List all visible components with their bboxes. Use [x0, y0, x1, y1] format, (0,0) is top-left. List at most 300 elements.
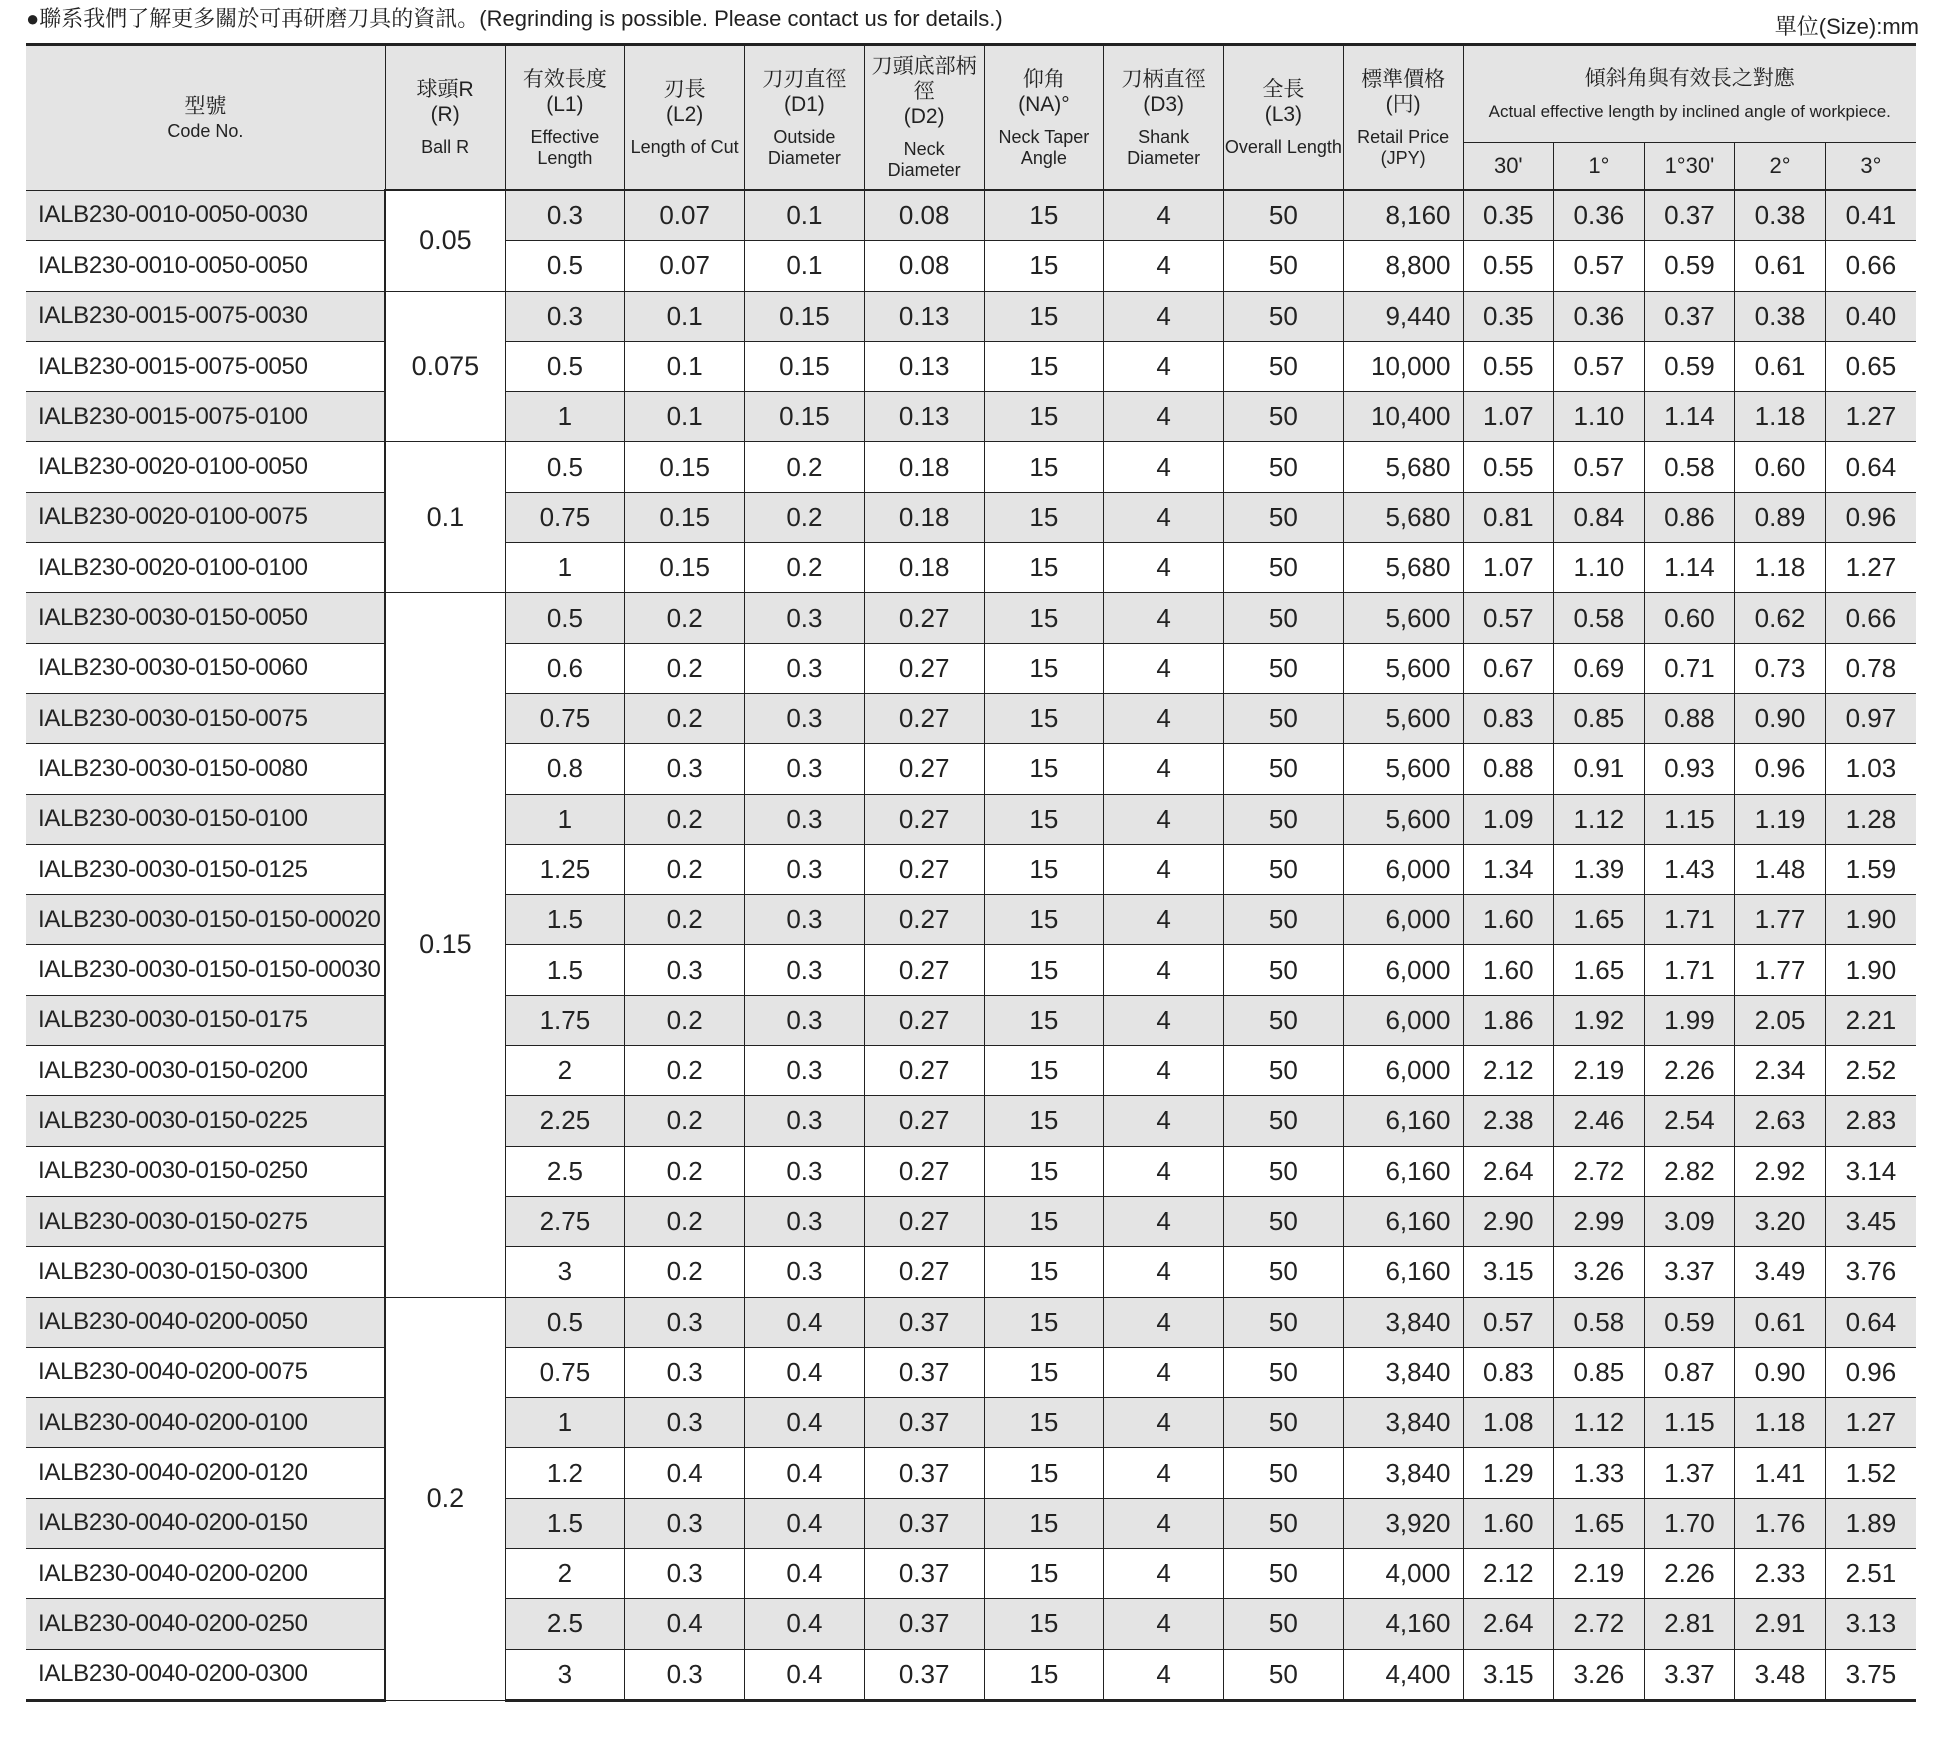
- cell-d3: 4: [1104, 190, 1224, 241]
- header-d2-zh: 刀頭底部柄徑: [871, 55, 977, 103]
- cell-angle-2deg: 0.89: [1735, 492, 1826, 542]
- cell-angle-1deg30min: 0.86: [1644, 492, 1735, 542]
- cell-d1: 0.2: [745, 543, 865, 593]
- regrinding-note: ●聯系我們了解更多關於可再研磨刀具的資訊。(Regrinding is possible. Please contact us for details.): [26, 6, 1003, 31]
- cell-code: IALB230-0030-0150-0150-00030: [26, 945, 385, 995]
- cell-angle-30min: 0.55: [1463, 442, 1554, 492]
- cell-d3: 4: [1104, 543, 1224, 593]
- cell-price: 6,160: [1343, 1196, 1463, 1246]
- header-ball-r: [385, 45, 505, 191]
- cell-angle-3deg: 2.83: [1825, 1096, 1916, 1146]
- cell-l2: 0.3: [625, 744, 745, 794]
- header-na-zh: 仰角: [1022, 67, 1065, 91]
- header-d1-sym: (D1): [783, 92, 825, 116]
- cell-angle-2deg: 0.60: [1735, 442, 1826, 492]
- table-row: [26, 1046, 1916, 1096]
- cell-d1: 0.15: [745, 341, 865, 391]
- cell-d2: 0.18: [864, 492, 984, 542]
- cell-d3: 4: [1104, 945, 1224, 995]
- cell-angle-30min: 0.35: [1463, 190, 1554, 241]
- cell-angle-3deg: 0.66: [1825, 593, 1916, 643]
- cell-d3: 4: [1104, 1146, 1224, 1196]
- cell-na: 15: [984, 392, 1104, 442]
- header-d2: [864, 45, 984, 191]
- cell-angle-1deg30min: 1.71: [1644, 895, 1735, 945]
- cell-angle-2deg: 1.76: [1735, 1498, 1826, 1548]
- cell-angle-3deg: 3.75: [1825, 1649, 1916, 1700]
- cell-l1: 1.5: [505, 945, 625, 995]
- cell-l3: 50: [1224, 1549, 1344, 1599]
- cell-angle-30min: 0.83: [1463, 1347, 1554, 1397]
- cell-ball-r: 0.15: [385, 593, 505, 1297]
- cell-d2: 0.27: [864, 1196, 984, 1246]
- cell-angle-2deg: 1.19: [1735, 794, 1826, 844]
- cell-angle-1deg: 0.57: [1554, 442, 1645, 492]
- table-row: [26, 291, 1916, 341]
- cell-na: 15: [984, 1549, 1104, 1599]
- cell-angle-2deg: 0.61: [1735, 241, 1826, 291]
- cell-angle-1deg: 0.91: [1554, 744, 1645, 794]
- cell-na: 15: [984, 241, 1104, 291]
- cell-d3: 4: [1104, 593, 1224, 643]
- cell-d2: 0.37: [864, 1649, 984, 1700]
- cell-price: 5,600: [1343, 744, 1463, 794]
- cell-angle-1deg: 0.58: [1554, 1297, 1645, 1347]
- cell-l2: 0.2: [625, 895, 745, 945]
- cell-price: 6,160: [1343, 1247, 1463, 1297]
- cell-na: 15: [984, 1448, 1104, 1498]
- cell-angle-1deg30min: 3.09: [1644, 1196, 1735, 1246]
- cell-angle-2deg: 1.77: [1735, 895, 1826, 945]
- cell-d2: 0.08: [864, 241, 984, 291]
- cell-d2: 0.27: [864, 693, 984, 743]
- table-row: [26, 1146, 1916, 1196]
- table-row: [26, 1247, 1916, 1297]
- cell-angle-1deg: 1.39: [1554, 844, 1645, 894]
- cell-l2: 0.3: [625, 1498, 745, 1548]
- header-na-sym: (NA)°: [1018, 92, 1070, 116]
- cell-d1: 0.1: [745, 190, 865, 241]
- cell-angle-3deg: 0.64: [1825, 442, 1916, 492]
- cell-angle-2deg: 3.49: [1735, 1247, 1826, 1297]
- cell-l2: 0.3: [625, 1297, 745, 1347]
- cell-l2: 0.3: [625, 945, 745, 995]
- cell-angle-2deg: 2.63: [1735, 1096, 1826, 1146]
- cell-code: IALB230-0040-0200-0200: [26, 1549, 385, 1599]
- cell-angle-3deg: 3.76: [1825, 1247, 1916, 1297]
- cell-d2: 0.27: [864, 1247, 984, 1297]
- cell-d1: 0.3: [745, 593, 865, 643]
- table-row: [26, 995, 1916, 1045]
- cell-d1: 0.3: [745, 643, 865, 693]
- cell-code: IALB230-0015-0075-0100: [26, 392, 385, 442]
- cell-na: 15: [984, 1196, 1104, 1246]
- cell-d1: 0.3: [745, 693, 865, 743]
- cell-l1: 0.5: [505, 593, 625, 643]
- cell-l2: 0.4: [625, 1448, 745, 1498]
- cell-angle-1deg30min: 0.93: [1644, 744, 1735, 794]
- cell-angle-30min: 3.15: [1463, 1247, 1554, 1297]
- cell-na: 15: [984, 693, 1104, 743]
- cell-na: 15: [984, 442, 1104, 492]
- cell-na: 15: [984, 1649, 1104, 1700]
- cell-angle-30min: 3.15: [1463, 1649, 1554, 1700]
- header-l1-zh: 有效長度: [522, 67, 607, 91]
- cell-angle-3deg: 1.27: [1825, 392, 1916, 442]
- cell-angle-2deg: 2.33: [1735, 1549, 1826, 1599]
- cell-angle-3deg: 2.21: [1825, 995, 1916, 1045]
- cell-d2: 0.27: [864, 945, 984, 995]
- cell-ball-r: 0.05: [385, 190, 505, 291]
- cell-d1: 0.4: [745, 1549, 865, 1599]
- cell-l3: 50: [1224, 744, 1344, 794]
- cell-l3: 50: [1224, 945, 1344, 995]
- cell-na: 15: [984, 341, 1104, 391]
- cell-d1: 0.3: [745, 1046, 865, 1096]
- cell-price: 3,840: [1343, 1398, 1463, 1448]
- cell-ball-r: 0.2: [385, 1297, 505, 1700]
- cell-d2: 0.37: [864, 1549, 984, 1599]
- cell-angle-3deg: 0.96: [1825, 1347, 1916, 1397]
- cell-angle-1deg30min: 1.71: [1644, 945, 1735, 995]
- cell-l2: 0.2: [625, 1196, 745, 1246]
- cell-d2: 0.27: [864, 995, 984, 1045]
- cell-d3: 4: [1104, 1649, 1224, 1700]
- cell-d2: 0.18: [864, 543, 984, 593]
- cell-na: 15: [984, 794, 1104, 844]
- cell-d2: 0.27: [864, 844, 984, 894]
- cell-l3: 50: [1224, 1498, 1344, 1548]
- cell-angle-1deg30min: 0.59: [1644, 341, 1735, 391]
- header-l2-sym: (L2): [665, 103, 704, 126]
- cell-angle-3deg: 0.41: [1825, 190, 1916, 241]
- cell-na: 15: [984, 995, 1104, 1045]
- cell-l2: 0.1: [625, 392, 745, 442]
- cell-angle-30min: 1.86: [1463, 995, 1554, 1045]
- cell-price: 5,680: [1343, 492, 1463, 542]
- cell-angle-1deg: 0.36: [1554, 291, 1645, 341]
- cell-angle-1deg: 1.10: [1554, 543, 1645, 593]
- cell-code: IALB230-0030-0150-0275: [26, 1196, 385, 1246]
- cell-na: 15: [984, 1599, 1104, 1649]
- spec-table: [26, 43, 1916, 1702]
- cell-code: IALB230-0030-0150-0200: [26, 1046, 385, 1096]
- cell-d1: 0.3: [745, 1247, 865, 1297]
- cell-l2: 0.3: [625, 1549, 745, 1599]
- cell-price: 5,680: [1343, 442, 1463, 492]
- cell-angle-2deg: 3.48: [1735, 1649, 1826, 1700]
- cell-l3: 50: [1224, 1649, 1344, 1700]
- table-row: [26, 1347, 1916, 1397]
- cell-d3: 4: [1104, 1347, 1224, 1397]
- header-d3-en: Shank Diameter: [1127, 126, 1201, 168]
- cell-price: 3,920: [1343, 1498, 1463, 1548]
- cell-l3: 50: [1224, 241, 1344, 291]
- table-row: [26, 945, 1916, 995]
- cell-l2: 0.2: [625, 1247, 745, 1297]
- cell-angle-3deg: 1.90: [1825, 895, 1916, 945]
- cell-price: 6,160: [1343, 1096, 1463, 1146]
- cell-angle-1deg30min: 0.37: [1644, 291, 1735, 341]
- cell-code: IALB230-0030-0150-0100: [26, 794, 385, 844]
- cell-l1: 3: [505, 1649, 625, 1700]
- cell-d1: 0.3: [745, 1096, 865, 1146]
- cell-angle-2deg: 0.96: [1735, 744, 1826, 794]
- cell-angle-1deg30min: 3.37: [1644, 1649, 1735, 1700]
- cell-l2: 0.15: [625, 492, 745, 542]
- cell-angle-30min: 0.67: [1463, 643, 1554, 693]
- cell-angle-1deg: 1.65: [1554, 1498, 1645, 1548]
- cell-angle-3deg: 1.89: [1825, 1498, 1916, 1548]
- cell-price: 3,840: [1343, 1347, 1463, 1397]
- header-ball-r-sym: (R): [430, 103, 460, 126]
- cell-angle-1deg: 0.58: [1554, 593, 1645, 643]
- cell-angle-30min: 1.34: [1463, 844, 1554, 894]
- cell-d2: 0.13: [864, 291, 984, 341]
- table-header: [26, 45, 1916, 191]
- cell-angle-30min: 0.83: [1463, 693, 1554, 743]
- cell-l3: 50: [1224, 392, 1344, 442]
- cell-na: 15: [984, 1046, 1104, 1096]
- cell-angle-3deg: 1.27: [1825, 1398, 1916, 1448]
- cell-angle-30min: 0.81: [1463, 492, 1554, 542]
- cell-price: 4,400: [1343, 1649, 1463, 1700]
- cell-l1: 0.75: [505, 492, 625, 542]
- cell-angle-3deg: 0.66: [1825, 241, 1916, 291]
- cell-price: 5,600: [1343, 593, 1463, 643]
- cell-code: IALB230-0030-0150-0050: [26, 593, 385, 643]
- cell-angle-1deg30min: 1.15: [1644, 794, 1735, 844]
- header-angle-1deg30min: 1°30': [1644, 143, 1735, 191]
- cell-l3: 50: [1224, 643, 1344, 693]
- table-row: [26, 1398, 1916, 1448]
- cell-d2: 0.27: [864, 895, 984, 945]
- cell-l2: 0.1: [625, 341, 745, 391]
- cell-d2: 0.37: [864, 1498, 984, 1548]
- cell-d2: 0.27: [864, 593, 984, 643]
- cell-angle-1deg: 3.26: [1554, 1649, 1645, 1700]
- cell-angle-3deg: 1.03: [1825, 744, 1916, 794]
- cell-d1: 0.3: [745, 895, 865, 945]
- header-angle-group-en: Actual effective length by inclined angle of workpiece.: [1488, 102, 1891, 121]
- cell-angle-3deg: 1.28: [1825, 794, 1916, 844]
- cell-code: IALB230-0030-0150-0125: [26, 844, 385, 894]
- table-row: [26, 392, 1916, 442]
- cell-na: 15: [984, 895, 1104, 945]
- table-row: [26, 643, 1916, 693]
- cell-angle-1deg30min: 1.14: [1644, 543, 1735, 593]
- cell-l2: 0.3: [625, 1347, 745, 1397]
- cell-l2: 0.2: [625, 844, 745, 894]
- cell-code: IALB230-0020-0100-0075: [26, 492, 385, 542]
- cell-angle-1deg30min: 2.54: [1644, 1096, 1735, 1146]
- table-row: [26, 593, 1916, 643]
- cell-angle-1deg30min: 0.59: [1644, 241, 1735, 291]
- cell-na: 15: [984, 1398, 1104, 1448]
- cell-angle-3deg: 2.51: [1825, 1549, 1916, 1599]
- table-row: [26, 492, 1916, 542]
- cell-l1: 1: [505, 1398, 625, 1448]
- cell-angle-1deg30min: 2.26: [1644, 1549, 1735, 1599]
- cell-angle-30min: 0.35: [1463, 291, 1554, 341]
- cell-d3: 4: [1104, 1599, 1224, 1649]
- cell-angle-3deg: 3.45: [1825, 1196, 1916, 1246]
- cell-d2: 0.37: [864, 1347, 984, 1397]
- cell-na: 15: [984, 492, 1104, 542]
- cell-angle-3deg: 1.27: [1825, 543, 1916, 593]
- table-row: [26, 543, 1916, 593]
- cell-code: IALB230-0040-0200-0150: [26, 1498, 385, 1548]
- cell-l3: 50: [1224, 543, 1344, 593]
- table-row: [26, 241, 1916, 291]
- cell-d1: 0.3: [745, 744, 865, 794]
- table-row: [26, 1599, 1916, 1649]
- cell-l3: 50: [1224, 895, 1344, 945]
- cell-angle-2deg: 2.91: [1735, 1599, 1826, 1649]
- header-l3-sym: (L3): [1264, 103, 1303, 126]
- table-row: [26, 341, 1916, 391]
- cell-l1: 1: [505, 794, 625, 844]
- header-l1-en: Effective Length: [530, 126, 600, 168]
- cell-angle-1deg: 1.65: [1554, 945, 1645, 995]
- table-row: [26, 1448, 1916, 1498]
- cell-d3: 4: [1104, 1096, 1224, 1146]
- cell-d1: 0.2: [745, 492, 865, 542]
- cell-l2: 0.2: [625, 593, 745, 643]
- cell-angle-1deg: 2.72: [1554, 1599, 1645, 1649]
- cell-d3: 4: [1104, 844, 1224, 894]
- cell-na: 15: [984, 543, 1104, 593]
- cell-l1: 0.3: [505, 190, 625, 241]
- cell-angle-30min: 1.60: [1463, 945, 1554, 995]
- cell-d3: 4: [1104, 643, 1224, 693]
- cell-price: 5,600: [1343, 643, 1463, 693]
- header-d2-en: Neck Diameter: [887, 139, 961, 180]
- cell-l3: 50: [1224, 593, 1344, 643]
- cell-d1: 0.4: [745, 1599, 865, 1649]
- cell-angle-2deg: 0.62: [1735, 593, 1826, 643]
- cell-d1: 0.2: [745, 442, 865, 492]
- header-price: [1343, 45, 1463, 191]
- cell-d1: 0.3: [745, 995, 865, 1045]
- header-code-en: Code No.: [167, 120, 244, 141]
- cell-l1: 2.25: [505, 1096, 625, 1146]
- cell-angle-30min: 0.57: [1463, 1297, 1554, 1347]
- table-row: [26, 1549, 1916, 1599]
- cell-l2: 0.1: [625, 291, 745, 341]
- cell-price: 3,840: [1343, 1297, 1463, 1347]
- cell-l2: 0.07: [625, 190, 745, 241]
- cell-angle-2deg: 3.20: [1735, 1196, 1826, 1246]
- cell-angle-1deg: 1.33: [1554, 1448, 1645, 1498]
- cell-l3: 50: [1224, 190, 1344, 241]
- cell-angle-3deg: 1.52: [1825, 1448, 1916, 1498]
- cell-l3: 50: [1224, 1196, 1344, 1246]
- cell-price: 10,400: [1343, 392, 1463, 442]
- cell-angle-30min: 1.60: [1463, 895, 1554, 945]
- cell-d1: 0.3: [745, 945, 865, 995]
- cell-l1: 3: [505, 1247, 625, 1297]
- cell-angle-1deg30min: 1.70: [1644, 1498, 1735, 1548]
- cell-angle-2deg: 1.48: [1735, 844, 1826, 894]
- cell-angle-3deg: 3.14: [1825, 1146, 1916, 1196]
- cell-l3: 50: [1224, 1297, 1344, 1347]
- cell-angle-1deg: 1.92: [1554, 995, 1645, 1045]
- header-angle-2deg: 2°: [1735, 143, 1826, 191]
- cell-d3: 4: [1104, 241, 1224, 291]
- header-na: [984, 45, 1104, 191]
- cell-angle-30min: 1.09: [1463, 794, 1554, 844]
- header-code-zh: 型號: [184, 94, 227, 118]
- cell-d2: 0.27: [864, 744, 984, 794]
- cell-d1: 0.3: [745, 794, 865, 844]
- cell-price: 8,160: [1343, 190, 1463, 241]
- cell-angle-30min: 1.07: [1463, 392, 1554, 442]
- header-angle-1deg: 1°: [1554, 143, 1645, 191]
- cell-na: 15: [984, 744, 1104, 794]
- header-d1: [745, 45, 865, 191]
- cell-code: IALB230-0040-0200-0250: [26, 1599, 385, 1649]
- cell-angle-2deg: 0.73: [1735, 643, 1826, 693]
- cell-l1: 1.5: [505, 1498, 625, 1548]
- header-l2-en: Length of Cut: [630, 137, 739, 157]
- cell-angle-3deg: 0.65: [1825, 341, 1916, 391]
- header-angle-30min: 30': [1463, 143, 1554, 191]
- cell-price: 10,000: [1343, 341, 1463, 391]
- cell-l2: 0.2: [625, 643, 745, 693]
- cell-angle-3deg: 0.78: [1825, 643, 1916, 693]
- cell-angle-1deg: 2.46: [1554, 1096, 1645, 1146]
- cell-l3: 50: [1224, 693, 1344, 743]
- cell-angle-1deg30min: 1.15: [1644, 1398, 1735, 1448]
- cell-d3: 4: [1104, 341, 1224, 391]
- cell-d1: 0.15: [745, 291, 865, 341]
- cell-angle-3deg: 0.40: [1825, 291, 1916, 341]
- cell-l3: 50: [1224, 492, 1344, 542]
- cell-d3: 4: [1104, 392, 1224, 442]
- cell-d1: 0.4: [745, 1649, 865, 1700]
- table-row: [26, 1297, 1916, 1347]
- cell-angle-2deg: 1.18: [1735, 1398, 1826, 1448]
- cell-l3: 50: [1224, 995, 1344, 1045]
- cell-angle-1deg30min: 0.87: [1644, 1347, 1735, 1397]
- cell-angle-1deg: 3.26: [1554, 1247, 1645, 1297]
- cell-l2: 0.2: [625, 1146, 745, 1196]
- table-row: [26, 693, 1916, 743]
- cell-angle-1deg: 1.10: [1554, 392, 1645, 442]
- cell-code: IALB230-0030-0150-0060: [26, 643, 385, 693]
- cell-d1: 0.3: [745, 844, 865, 894]
- cell-l2: 0.07: [625, 241, 745, 291]
- cell-price: 6,000: [1343, 1046, 1463, 1096]
- cell-d1: 0.4: [745, 1448, 865, 1498]
- cell-l1: 2.75: [505, 1196, 625, 1246]
- header-l1-sym: (L1): [546, 92, 584, 116]
- header-code: [26, 45, 385, 191]
- cell-l2: 0.2: [625, 1096, 745, 1146]
- cell-na: 15: [984, 1096, 1104, 1146]
- cell-price: 6,160: [1343, 1146, 1463, 1196]
- cell-d2: 0.13: [864, 392, 984, 442]
- cell-l3: 50: [1224, 844, 1344, 894]
- cell-code: IALB230-0030-0150-0150-00020: [26, 895, 385, 945]
- cell-l2: 0.2: [625, 995, 745, 1045]
- cell-l3: 50: [1224, 1599, 1344, 1649]
- cell-l2: 0.2: [625, 794, 745, 844]
- cell-angle-2deg: 0.38: [1735, 291, 1826, 341]
- cell-d1: 0.15: [745, 392, 865, 442]
- cell-d1: 0.4: [745, 1398, 865, 1448]
